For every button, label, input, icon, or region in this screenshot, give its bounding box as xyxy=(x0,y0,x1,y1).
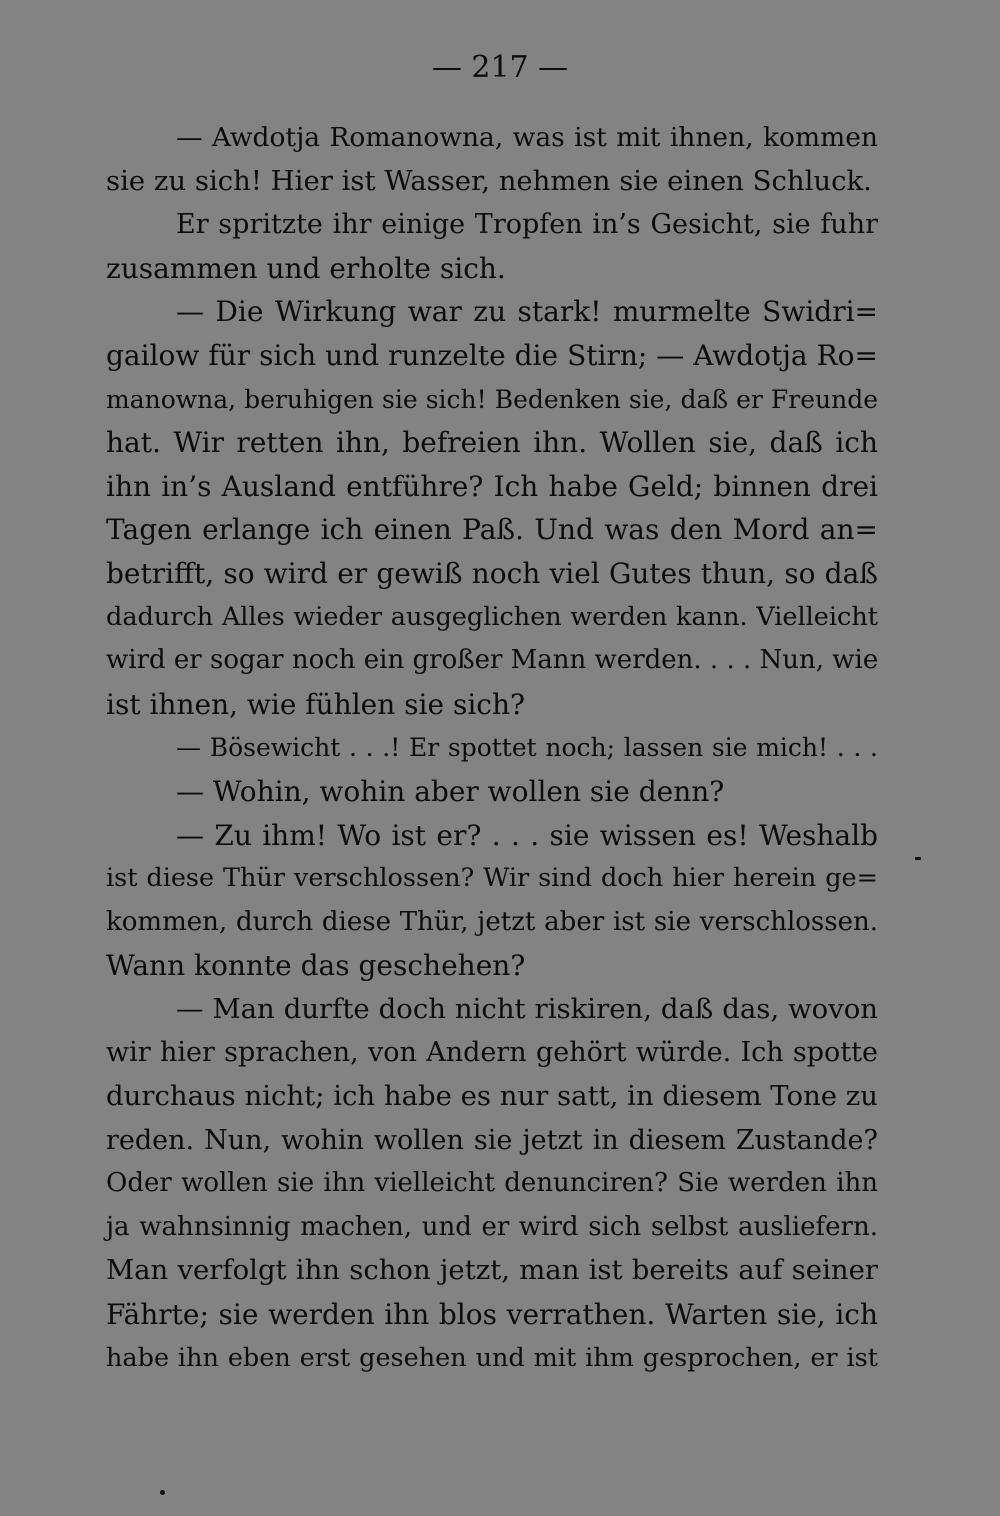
text-line: ist ihnen, wie fühlen sie sich? xyxy=(106,687,526,721)
text-line: wird er sogar noch ein großer Mann werden. . . . Nun, wie xyxy=(106,645,879,676)
text-line: sie zu sich! Hier ist Wasser, nehmen sie einen Schluck. xyxy=(106,164,872,197)
text-line: Man verfolgt ihn schon jetzt, man ist bereits auf seiner xyxy=(106,1254,878,1287)
text-line: dadurch Alles wieder ausgeglichen werden kann. Vielleicht xyxy=(106,601,878,632)
text-line: hat. Wir retten ihn, befreien ihn. Wollen sie, daß ich xyxy=(106,426,878,460)
text-line: Wann konnte das geschehen? xyxy=(106,949,526,983)
text-line: betrifft, so wird er gewiß noch viel Gutes thun, so daß xyxy=(106,556,878,590)
text-line: Fährte; sie werden ihn blos verrathen. Warten sie, ich xyxy=(106,1298,878,1332)
text-line: kommen, durch diese Thür, jetzt aber ist sie verschlossen. xyxy=(106,906,878,937)
text-line: gailow für sich und runzelte die Stirn; — Awdotja Ro= xyxy=(106,338,878,372)
page-number: — 217 — xyxy=(431,50,569,85)
text-line: Er spritzte ihr einige Tropfen in’s Gesicht, sie fuhr xyxy=(176,209,878,241)
text-line: ist diese Thür verschlossen? Wir sind doch hier herein ge= xyxy=(106,863,878,894)
margin-speck xyxy=(915,857,921,860)
text-line: manowna, beruhigen sie sich! Bedenken sie, daß er Freunde xyxy=(106,384,878,414)
text-line: ja wahnsinnig machen, und er wird sich selbst ausliefern. xyxy=(106,1211,878,1242)
text-line: — Wohin, wohin aber wollen sie denn? xyxy=(176,774,725,808)
text-line: wir hier sprachen, von Andern gehört würde. Ich spotte xyxy=(106,1037,878,1069)
text-line: habe ihn eben erst gesehen und mit ihm gesprochen, er ist xyxy=(106,1342,878,1373)
margin-speck xyxy=(160,1490,165,1495)
text-line: durchaus nicht; ich habe es nur satt, in diesem Tone zu xyxy=(106,1080,878,1113)
text-line: Oder wollen sie ihn vielleicht denunciren? Sie werden ihn xyxy=(106,1168,878,1199)
text-line: — Die Wirkung war zu stark! murmelte Swidri= xyxy=(176,295,878,329)
text-line: zusammen und erholte sich. xyxy=(106,251,506,285)
text-line: — Zu ihm! Wo ist er? . . . sie wissen es! Weshalb xyxy=(176,818,878,852)
text-line: ihn in’s Ausland entführe? Ich habe Geld; binnen drei xyxy=(106,469,878,503)
body-text xyxy=(106,116,878,1380)
text-line: — Awdotja Romanowna, was ist mit ihnen, kommen xyxy=(176,122,878,153)
text-line: Tagen erlange ich einen Paß. Und was den Mord an= xyxy=(106,513,878,547)
text-line: — Bösewicht . . .! Er spottet noch; lassen sie mich! . . . xyxy=(176,733,878,763)
text-line: — Man durfte doch nicht riskiren, daß das, wovon xyxy=(176,992,878,1025)
text-line: reden. Nun, wohin wollen sie jetzt in diesem Zustande? xyxy=(106,1124,878,1156)
